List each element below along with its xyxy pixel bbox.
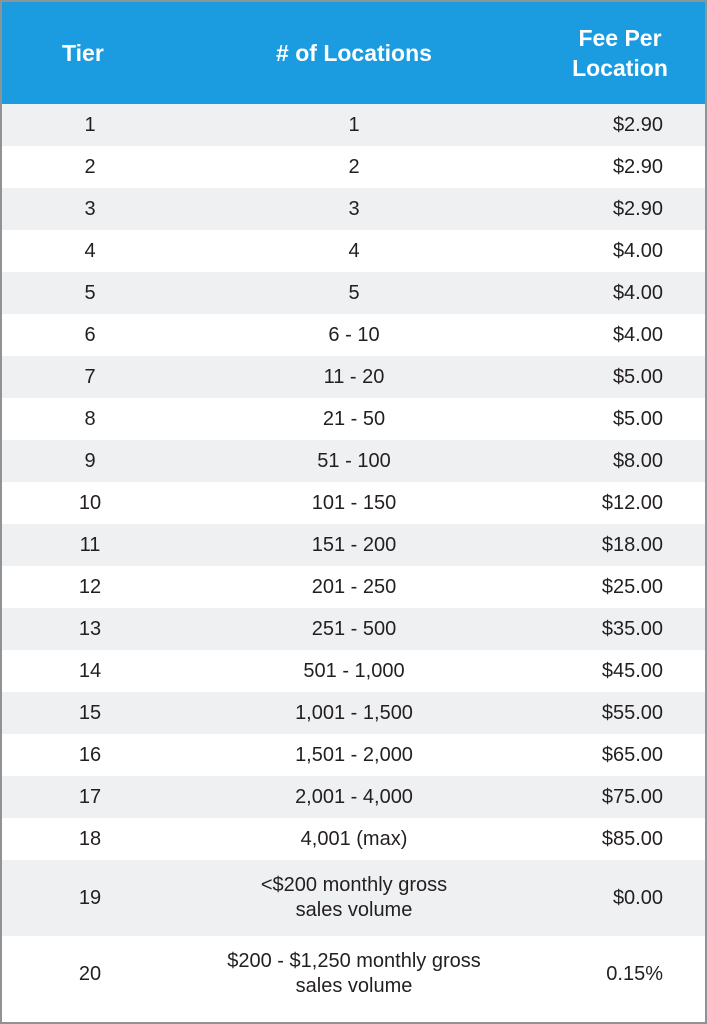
tier-cell: 11	[79, 533, 101, 556]
tier-cell: 3	[84, 197, 96, 220]
table-row	[2, 734, 705, 776]
table-row	[2, 188, 705, 230]
table-header	[2, 2, 705, 104]
fee-cell: $2.90	[612, 197, 663, 220]
locations-cell: 4,001 (max)	[300, 827, 408, 850]
fee-cell: $4.00	[612, 281, 663, 304]
fee-cell: $5.00	[612, 407, 663, 430]
locations-cell: 501 - 1,000	[303, 659, 405, 682]
locations-cell: 1	[348, 113, 360, 136]
locations-cell: 51 - 100	[317, 449, 391, 472]
header-fee-line2: Location	[572, 55, 668, 81]
fee-cell: $2.90	[612, 113, 663, 136]
tier-cell: 16	[78, 743, 102, 766]
locations-cell: 151 - 200	[311, 533, 397, 556]
tier-cell: 12	[78, 575, 102, 598]
fee-cell: $85.00	[601, 827, 663, 850]
tier-cell: 18	[78, 827, 102, 850]
table-row	[2, 146, 705, 188]
table-row	[2, 272, 705, 314]
fee-cell: $5.00	[612, 365, 663, 388]
fee-cell: $45.00	[601, 659, 663, 682]
fee-cell: $2.90	[612, 155, 663, 178]
table-row	[2, 650, 705, 692]
fee-cell: $4.00	[612, 323, 663, 346]
table-row	[2, 860, 705, 936]
locations-cell: 251 - 500	[311, 617, 397, 640]
fee-cell: $55.00	[601, 701, 663, 724]
locations-cell: 4	[348, 239, 360, 262]
locations-cell	[204, 936, 504, 1012]
locations-cell	[204, 860, 504, 936]
fee-cell: $18.00	[601, 533, 663, 556]
locations-cell: 3	[348, 197, 360, 220]
tier-cell: 10	[78, 491, 102, 514]
fee-cell: $4.00	[612, 239, 663, 262]
locations-cell: 5	[348, 281, 360, 304]
fee-cell: $0.00	[612, 886, 663, 909]
table-body	[2, 104, 705, 1012]
header-locations: # of Locations	[276, 40, 432, 66]
tier-cell: 14	[78, 659, 102, 682]
locations-cell: 11 - 20	[323, 365, 385, 388]
tier-cell: 7	[84, 365, 96, 388]
locations-cell: 101 - 150	[311, 491, 397, 514]
table-row	[2, 356, 705, 398]
fee-cell: $25.00	[601, 575, 663, 598]
tier-cell: 8	[84, 407, 96, 430]
locations-cell: 6 - 10	[328, 323, 380, 346]
fee-cell: $65.00	[601, 743, 663, 766]
locations-line2: sales volume	[295, 975, 413, 997]
locations-line1: <$200 monthly gross	[260, 874, 448, 896]
table-row	[2, 230, 705, 272]
locations-cell: 1,501 - 2,000	[295, 743, 413, 766]
table-row	[2, 608, 705, 650]
fee-cell: $12.00	[601, 491, 663, 514]
tier-cell: 17	[78, 785, 102, 808]
table-row	[2, 776, 705, 818]
fee-cell: $8.00	[612, 449, 663, 472]
locations-line1: $200 - $1,250 monthly gross	[227, 950, 481, 972]
header-tier: Tier	[62, 40, 104, 66]
tier-cell: 20	[78, 962, 102, 985]
locations-line2: sales volume	[295, 899, 413, 921]
tier-cell: 5	[84, 281, 96, 304]
locations-cell: 2,001 - 4,000	[295, 785, 413, 808]
table-row	[2, 936, 705, 1012]
header-fee-per-location	[550, 2, 690, 104]
locations-cell: 2	[348, 155, 360, 178]
table-row	[2, 692, 705, 734]
table-row	[2, 398, 705, 440]
tier-cell: 15	[78, 701, 102, 724]
tier-cell: 19	[78, 886, 102, 909]
table-row	[2, 440, 705, 482]
fee-cell: $35.00	[601, 617, 663, 640]
table-row	[2, 566, 705, 608]
table-row	[2, 482, 705, 524]
table-row	[2, 818, 705, 860]
tier-cell: 1	[84, 113, 96, 136]
fee-cell: $75.00	[601, 785, 663, 808]
tier-cell: 13	[78, 617, 102, 640]
locations-cell: 1,001 - 1,500	[295, 701, 413, 724]
table-row	[2, 314, 705, 356]
tier-cell: 4	[84, 239, 96, 262]
table-row	[2, 104, 705, 146]
tier-cell: 6	[84, 323, 96, 346]
table-row	[2, 524, 705, 566]
header-fee-line1: Fee Per	[578, 25, 662, 51]
locations-cell: 201 - 250	[311, 575, 397, 598]
locations-cell: 21 - 50	[322, 407, 386, 430]
tier-cell: 9	[84, 449, 96, 472]
tier-cell: 2	[84, 155, 96, 178]
fee-cell: 0.15%	[606, 962, 663, 985]
